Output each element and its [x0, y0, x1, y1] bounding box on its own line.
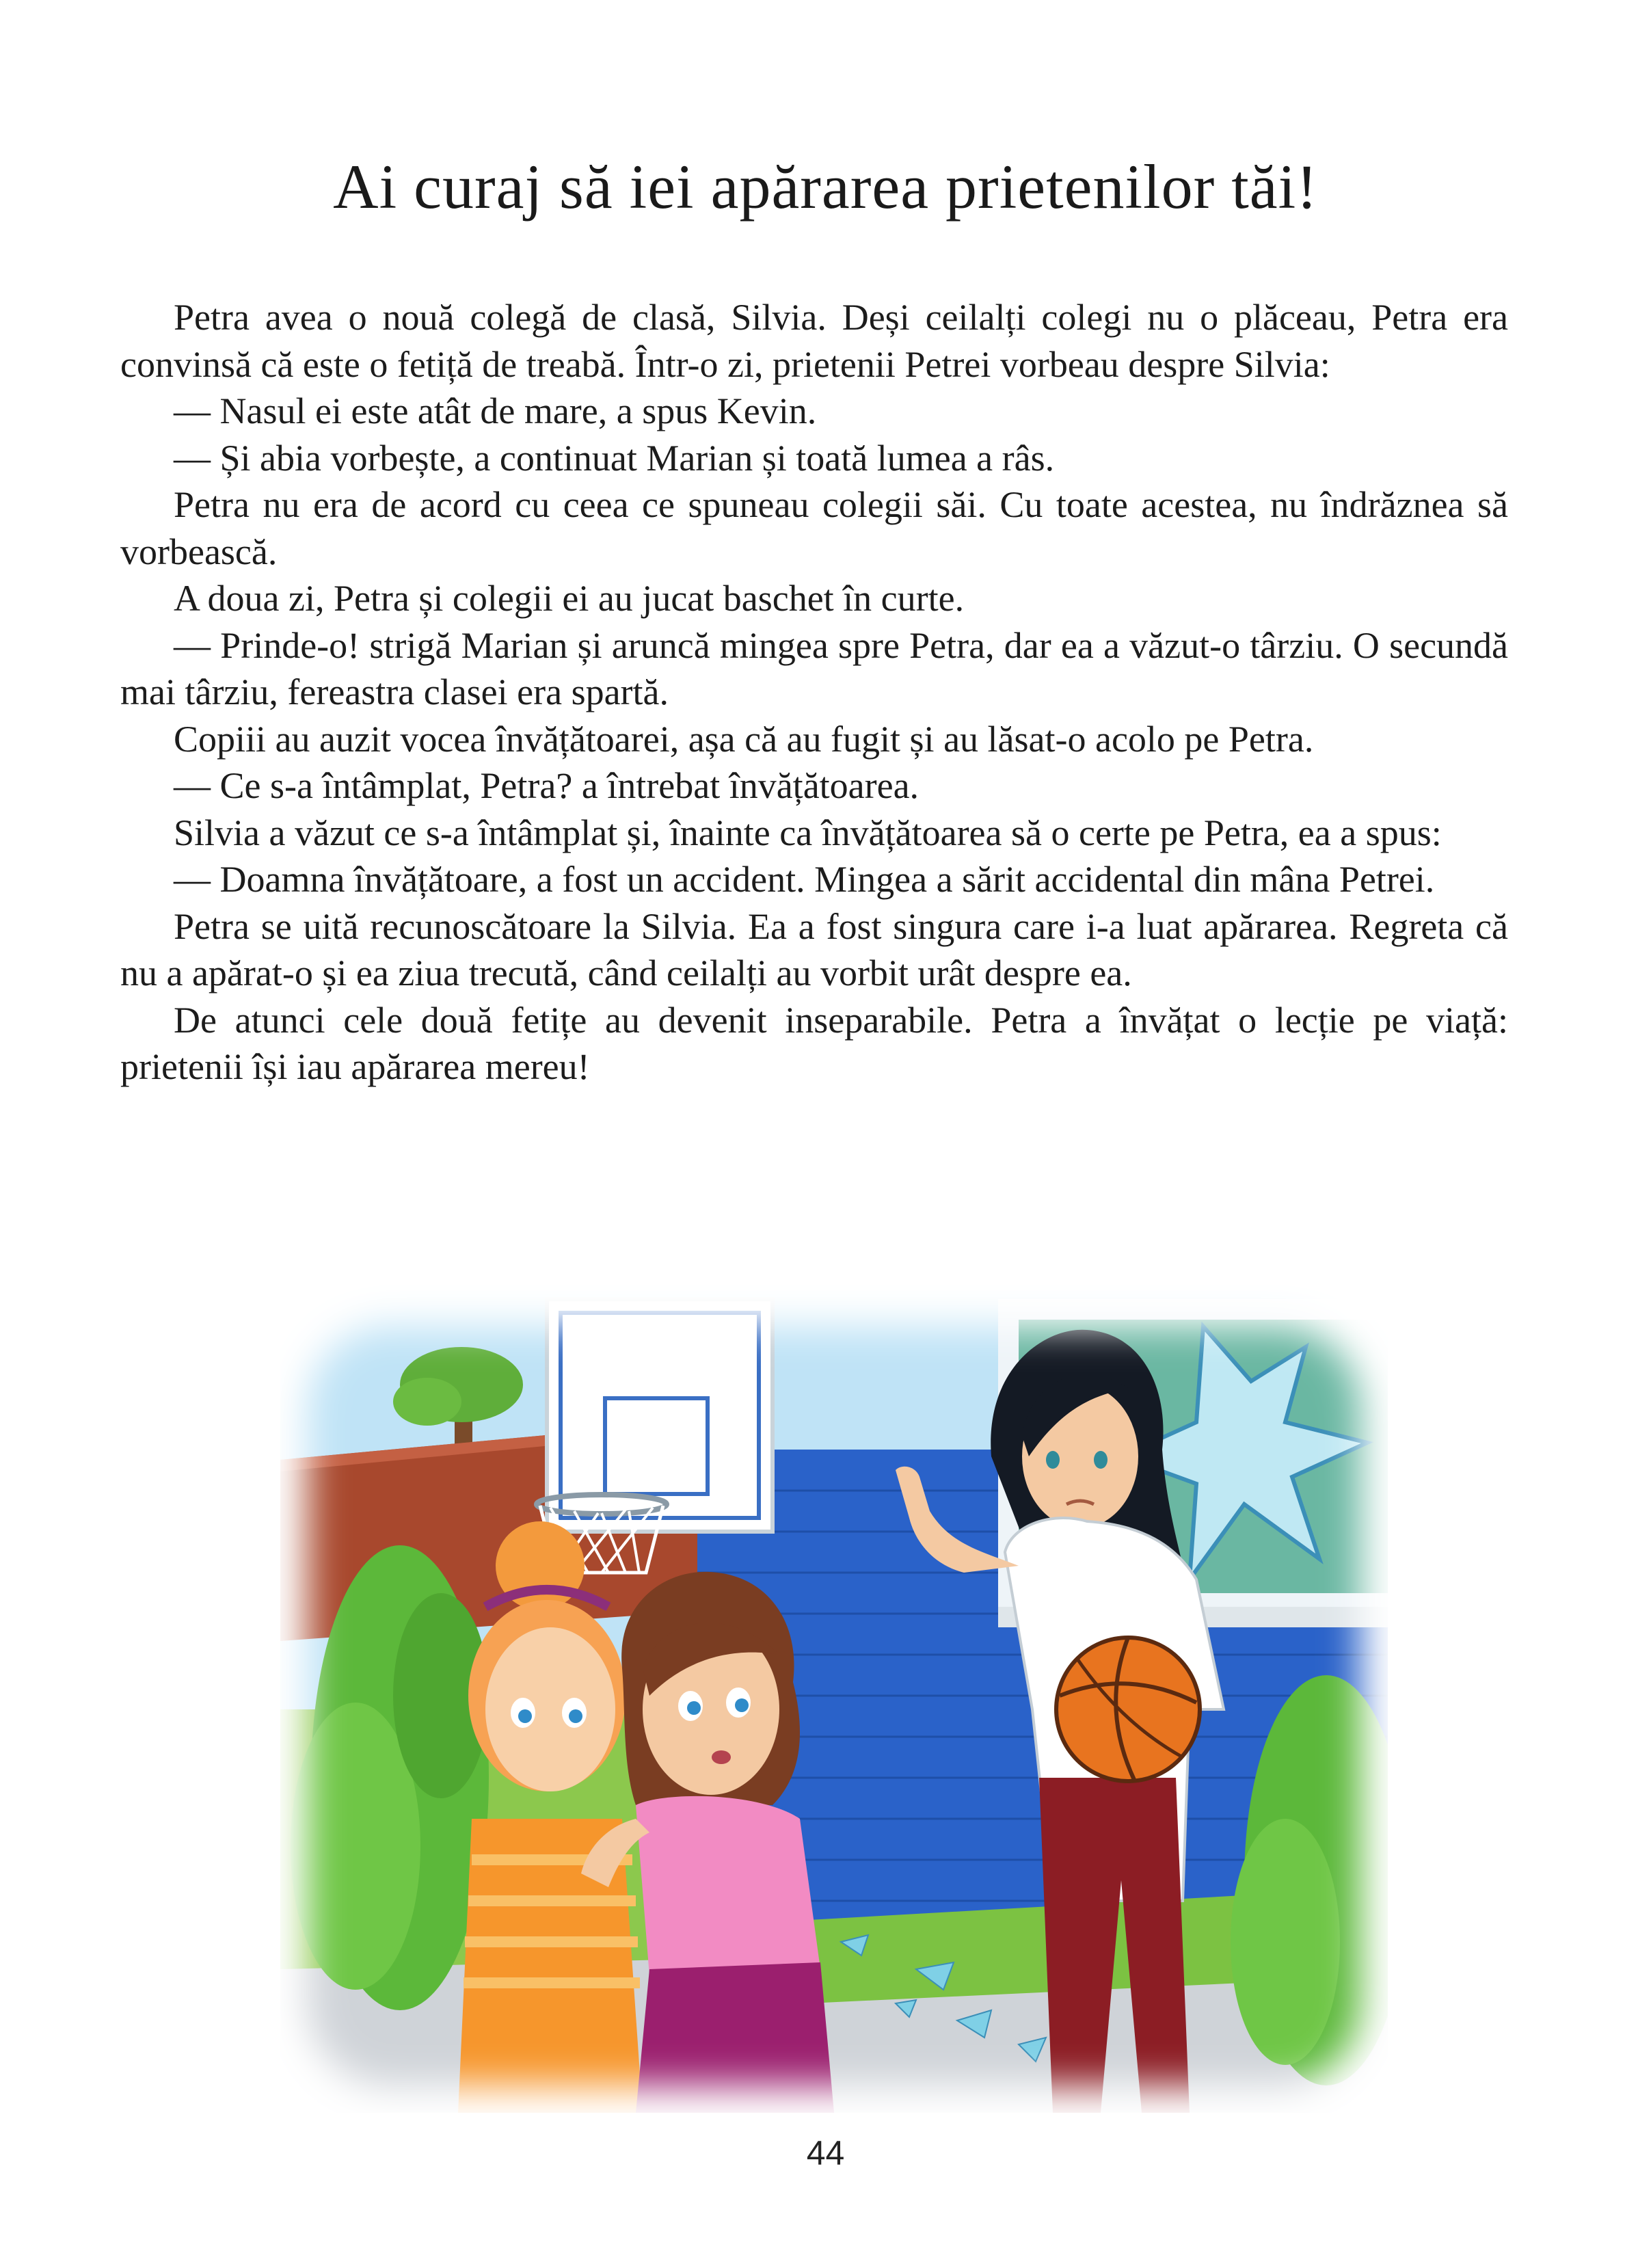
story-paragraph: — Doamna învățătoare, a fost un accident. Mingea a sărit accidental din mâna Petrei.	[174, 859, 1435, 900]
story-illustration	[280, 1285, 1388, 2113]
story-paragraph: Petra se uită recunoscătoare la Silvia. Ea a fost singura care i-a luat apărarea. Regreta că nu a apărat-o și ea ziua trecută, când ceilalți au vorbit urât despre ea.	[120, 905, 1508, 993]
story-paragraph: Silvia a văzut ce s-a întâmplat și, înainte ca învățătoarea să o certe pe Petra, ea a spus:	[174, 812, 1442, 853]
story-paragraph: — Nasul ei este atât de mare, a spus Kevin.	[174, 390, 817, 431]
page-number: 44	[806, 2134, 845, 2172]
page-title: Ai curaj să iei apărarea prietenilor tăi!	[333, 152, 1318, 222]
story-paragraph: — Prinde-o! strigă Marian și aruncă mingea spre Petra, dar ea a văzut-o târziu. O secundă mai târziu, fereastra clasei era spartă.	[120, 624, 1508, 712]
basketball	[1056, 1638, 1200, 1781]
story-paragraph: Petra avea o nouă colegă de clasă, Silvia. Deși ceilalți colegi nu o plăceau, Petra era convinsă că este o fetiță de treabă. Într-o zi, prietenii Petrei vorbeau despre Silvia:	[120, 297, 1508, 385]
story-text	[120, 294, 1508, 1091]
story-paragraph: A doua zi, Petra și colegii ei au jucat baschet în curte.	[174, 578, 965, 619]
story-paragraph: Petra nu era de acord cu ceea ce spuneau colegii săi. Cu toate acestea, nu îndrăznea să vorbească.	[120, 484, 1508, 572]
story-paragraph: De atunci cele două fetițe au devenit inseparabile. Petra a învățat o lecție pe viață: prietenii își iau apărarea mereu!	[120, 999, 1508, 1087]
story-paragraph: — Și abia vorbește, a continuat Marian și toată lumea a râs.	[174, 437, 1055, 479]
story-paragraph: Copiii au auzit vocea învățătoarei, așa că au fugit și au lăsat-o acolo pe Petra.	[174, 718, 1314, 760]
story-paragraph: — Ce s-a întâmplat, Petra? a întrebat învățătoarea.	[174, 765, 920, 806]
